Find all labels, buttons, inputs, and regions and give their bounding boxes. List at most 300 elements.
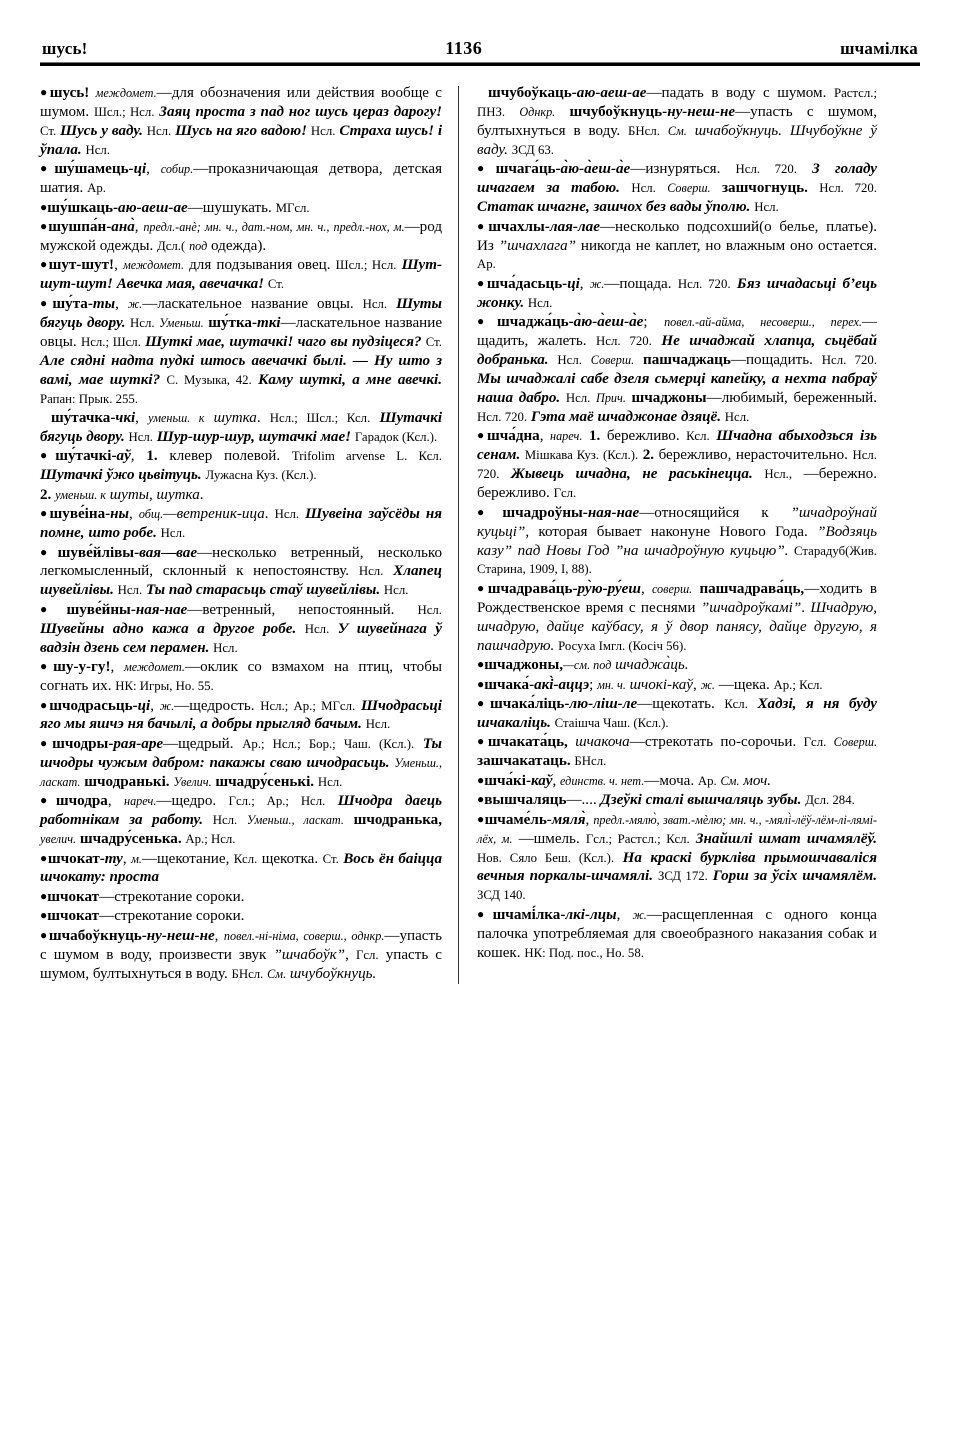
dictionary-entry xyxy=(477,504,877,580)
entry-example: Шчадрую, шчадрую, дайце каўбасу, я ў двор панясу, дайце другую, я пашчадрую. xyxy=(477,599,877,654)
entry-inflection: рая-аре xyxy=(113,735,164,752)
entry-grammar-abbr: соверш. xyxy=(651,581,693,596)
entry-example: Горш за ўсіх шчамялём. xyxy=(712,868,877,885)
entry-example: Ты шчодры чужым дабром: xyxy=(40,735,442,771)
entry-sub-headword: шчодранька, xyxy=(353,812,442,829)
entry-grammar-abbr: ж. xyxy=(632,907,647,922)
entry-example: Статак шчагне, зашчох без вады ўполю. xyxy=(477,199,751,216)
entry-definition: одежда). xyxy=(211,238,267,254)
entry-source-siglum: Ар. xyxy=(697,773,717,788)
entry-example: Вось ён баіцца шчокату: проста xyxy=(40,850,442,886)
entry-headword: шчокат xyxy=(47,888,100,905)
entry-headword: шчадроўны- xyxy=(502,504,588,521)
entry-source-siglum: НК: Игры, Но. 55. xyxy=(115,679,214,694)
entry-headword: шусь! xyxy=(49,85,90,101)
entry-source-siglum: Рапан: Прык. 255. xyxy=(40,391,139,406)
entry-inflection: лкі-лцы xyxy=(565,906,617,923)
entry-headword: шчадрава́ць- xyxy=(487,580,578,597)
entry-source-siglum: Гсл.; Ар.; Нсл. xyxy=(228,794,326,809)
entry-inflection: ная-нае xyxy=(587,504,640,521)
entry-source-siglum: Нсл. xyxy=(85,142,111,157)
entry-grammar-abbr: —см. под xyxy=(563,658,612,673)
dictionary-entry: ●шчаме́ль-мяля̀, предл.-мялю̀, зват.-мѐлю; мн. ч., -мялі̀-лёў-лём-лі-лямі-лёх, м. —шмель. Гсл.; Растсл.; Ксл. Знайшлі шмат шчамялёў. Нов. Сяло Беш. (Ксл.). На краскі буркліва прымошчаваліся вечныя поркалы-шчамялі. ЗСД 172. Горш за ўсіх шчамялём. ЗСД 140. xyxy=(477,811,878,903)
entry-headword: шчака́- xyxy=(484,676,535,693)
entry-definition: бережливо. xyxy=(606,428,680,445)
entry-example: шуты, шутка xyxy=(109,486,200,503)
entry-definition: —оклик со взмахом на птиц, чтобы согнать их. xyxy=(40,659,443,695)
entry-inflection: ці xyxy=(133,161,147,178)
entry-source-siglum: Нсл.; Шсл.; Ксл. xyxy=(269,410,371,425)
entry-example: ”шчахлага” xyxy=(498,237,577,254)
entry-bullet-icon: ● xyxy=(40,544,58,559)
dictionary-entry: ●шчамі́лка-лкі-лцы, ж.—расщепленная с одного конца палочка употребляемая для своеобразного наказания собак и кошек. НК: Под. пос., Но. 58. xyxy=(477,906,878,961)
entry-example: ”шчабоўк” xyxy=(273,946,346,963)
entry-example: моч. xyxy=(743,772,772,789)
entry-inflection: акі̀-аццэ xyxy=(534,676,590,693)
entry-definition: —любимый, береженный. xyxy=(706,390,877,406)
entry-example: Шусь на яго вадою! xyxy=(175,122,308,139)
entry-source-siglum: Нсл. xyxy=(383,583,409,598)
entry-sense-number: 2. xyxy=(642,447,655,464)
entry-inflection: ну-неш-не xyxy=(667,103,736,120)
entry-example: Шутачкі ўжо цьвітуць. xyxy=(40,467,202,484)
dictionary-entry xyxy=(477,160,877,217)
entry-headword: шчабоўкнуць- xyxy=(48,927,147,944)
entry-sub-headword: зашчакатаць. xyxy=(477,753,571,770)
entry-headword: шушпа́н- xyxy=(48,219,112,236)
entry-definition: — щадить, жалеть. xyxy=(477,314,878,350)
entry-example: —ветреник-ица xyxy=(163,506,265,523)
entry-sub-headword: шчаджоны xyxy=(631,390,707,406)
entry-source-siglum: Нсл.; Ар.; МГсл. xyxy=(260,698,356,713)
dictionary-entry xyxy=(40,199,442,218)
entry-source-siglum: Нсл. xyxy=(160,526,186,541)
dictionary-entry: ●шча́дасьць-ці, ж.—пощада. Нсл. 720. Бяз шчадасьці б’ець жонку. Нсл. xyxy=(477,275,878,311)
entry-source-siglum: Нсл. xyxy=(557,353,582,368)
entry-source-siglum: Нсл. xyxy=(274,507,300,522)
entry-inflection: ну-неш-не xyxy=(146,927,215,944)
entry-source-siglum: Нсл.; Шсл. xyxy=(80,334,141,349)
entry-bullet-icon: ● xyxy=(40,601,67,616)
entry-grammar-abbr: междомет. xyxy=(123,660,185,675)
entry-sub-headword: шу́тачка- xyxy=(51,409,116,426)
entry-source-siglum: Растсл.; ПНЗ. xyxy=(477,86,877,119)
entry-example: Ты пад старасьць стаў шувейлівы. xyxy=(145,582,381,599)
entry-inflection: а̀ю-а̀еш-а̀е xyxy=(573,314,644,331)
entry-example: З голаду шчагаем за табою. xyxy=(477,161,877,197)
entry-headword: шчаджа́ць- xyxy=(497,314,574,331)
entry-inflection: аў xyxy=(116,448,131,465)
entry-bullet-icon: ● xyxy=(40,161,55,176)
entry-example: На краскі буркліва прымошчаваліся вечныя поркалы-шчамялі. xyxy=(477,849,877,885)
entry-source-siglum: ЗСД 63. xyxy=(511,142,554,157)
entry-example: Шур-шур-шур, шутачкі мае! xyxy=(156,428,352,445)
dictionary-entry: 2. уменьш. к шуты, шутка. xyxy=(40,486,204,503)
entry-grammar-abbr: ж. xyxy=(127,296,143,311)
entry-bullet-icon: ● xyxy=(40,888,48,903)
entry-sub-headword: шчубоўкаць- xyxy=(488,85,577,101)
entry-grammar-abbr: междомет. xyxy=(95,86,157,100)
entry-definition: —пощадить. xyxy=(730,352,813,369)
dictionary-entry: ●шушпа́н-ана̀, предл.-анѐ; мн. ч., дат.-ном, мн. ч., предл.-нох, м.—род мужской одежды. Дсл.( под одежда). xyxy=(40,219,443,254)
entry-bullet-icon: ● xyxy=(477,696,491,710)
entry-example: Шуты бягуць двору. xyxy=(40,295,442,331)
entry-source-siglum: Нсл. xyxy=(117,583,143,598)
entry-grammar-abbr: мн. ч. xyxy=(597,677,626,692)
entry-sub-headword: шчубоўкнуць- xyxy=(569,103,668,120)
dictionary-entry: ●шча́дна, нареч. 1. бережливо. Ксл. Шчадна абыходзься ізь сенам. Мішкава Куз. (Ксл.). 2. бережливо, нерасточительно. Нсл. 720. Жывець шчадна, не раськінецца. Нсл., —бережно. бережливо. Гсл. xyxy=(477,428,878,502)
entry-example: ”шчадроўнай куцьці” xyxy=(477,504,877,540)
entry-bullet-icon: ● xyxy=(40,697,50,712)
entry-definition: щекотка. xyxy=(261,850,319,867)
entry-example: шчаджа̀ць. xyxy=(615,657,689,674)
entry-grammar-abbr: увелич. xyxy=(40,832,77,847)
entry-source-siglum: Шсл.; Нсл. xyxy=(335,258,397,273)
entry-bullet-icon: ● xyxy=(40,448,56,463)
entry-definition: для подзывания овец. xyxy=(189,257,331,274)
entry-example: пакажы сваю шчодрасьць. xyxy=(209,754,390,771)
dictionary-entry xyxy=(40,601,442,658)
entry-source-siglum: ЗСД 140. xyxy=(477,888,526,903)
entry-bullet-icon: ● xyxy=(477,428,488,443)
entry-grammar-abbr: общ. xyxy=(138,507,164,522)
dictionary-entry xyxy=(477,656,877,675)
dictionary-entry xyxy=(477,791,877,810)
dictionary-entry: ●шчадрава́ць-ру̀ю-ру́еш, соверш. пашчадрава́ць,—ходить в Рождественское время с песнями ”шчадроўкамі”. Шчадрую, шчадрую, дайце каўбасу, я ў двор панясу, дайце другую, я пашчадрую. Росуха Імгл. (Косіч 56). xyxy=(477,580,877,654)
entry-sub-headword: пашчаджаць xyxy=(643,352,731,369)
entry-bullet-icon: ● xyxy=(477,161,496,176)
dictionary-entry xyxy=(40,84,442,160)
entry-source-siglum: Нсл. xyxy=(724,409,750,424)
entry-source-siglum: Нсл. 720. xyxy=(821,353,877,368)
entry-source-siglum: Нсл. xyxy=(417,602,442,617)
dictionary-entry xyxy=(477,695,877,733)
entry-definition: —моча. xyxy=(644,772,695,789)
entry-source-siglum: Дсл. 284. xyxy=(805,793,855,808)
entry-source-siglum: Старадуб(Жив. Старина, 1909, I, 88). xyxy=(477,543,877,577)
entry-grammar-abbr: Уменьш. xyxy=(159,315,204,330)
entry-example: ”Водзяць казу” пад Новы Год ”на шчадроўную куцьцю”. xyxy=(477,523,877,559)
entry-bullet-icon: ● xyxy=(477,504,503,519)
entry-source-siglum: Нсл. xyxy=(304,621,330,636)
dictionary-entry: ●шчака́-акі̀-аццэ; мн. ч. шчокі-каў, ж. —щека. Ар.; Ксл. xyxy=(477,676,823,693)
entry-source-siglum: Гсл. xyxy=(553,486,577,501)
entry-source-siglum: Нсл. xyxy=(146,123,172,138)
entry-definition: —ласкательное название овцы. xyxy=(40,314,443,350)
entry-bullet-icon: ● xyxy=(40,295,53,310)
entry-source-siglum: Ксл. xyxy=(724,697,748,711)
entry-headword: вышчаляць xyxy=(484,792,567,809)
entry-bullet-icon: ● xyxy=(477,275,487,290)
dictionary-entry xyxy=(40,735,442,792)
entry-bullet-icon: ● xyxy=(40,908,48,923)
entry-definition: —щедро. xyxy=(156,793,217,810)
entry-grammar-abbr: междомет. xyxy=(122,258,184,273)
entry-bullet-icon: ● xyxy=(40,85,50,99)
entry-source-siglum: Trifolim arvense L. Ксл. xyxy=(291,449,442,464)
entry-example: Хадзі, я ня буду шчакаліць. xyxy=(477,696,877,731)
entry-bullet-icon: ● xyxy=(40,199,48,214)
entry-source-siglum: Дсл.( xyxy=(157,239,186,253)
entry-example: У шувейнага ў вадзін дзень сем перамен. xyxy=(40,620,442,656)
entry-grammar-abbr: собир. xyxy=(160,162,194,177)
entry-source-siglum: Нсл. 720. xyxy=(596,334,652,349)
entry-bullet-icon: ● xyxy=(40,659,54,674)
entry-definition: —несколько подсохший(о белье, платье). Из xyxy=(477,218,878,254)
entry-inflection: ці xyxy=(137,697,151,714)
entry-source-siglum: Росуха Імгл. (Косіч 56). xyxy=(558,638,687,653)
entry-headword: шча́кі- xyxy=(484,772,531,789)
entry-bullet-icon: ● xyxy=(40,506,50,521)
entry-example: Не шчаджай хлапца, сьцёбай добранька. xyxy=(477,333,877,369)
entry-source-siglum: Нсл. xyxy=(128,429,154,444)
entry-inflection: ана̀ xyxy=(111,219,135,236)
entry-headword: шу́шкаць- xyxy=(47,199,119,216)
entry-headword: шу-у-гу! xyxy=(53,659,111,676)
entry-definition: , xyxy=(345,946,349,963)
entry-grammar-abbr: Уменьш., ласкат. xyxy=(40,755,442,789)
dictionary-entry: ●шу́тачкі-аў, 1. клевер полевой. Trifolim arvense L. Ксл. Шутачкі ўжо цьвітуць. Лужасна Куз. (Ксл.). xyxy=(40,448,442,484)
entry-bullet-icon: ● xyxy=(477,734,488,749)
entry-definition: —.... xyxy=(566,792,597,809)
entry-source-siglum: Нсл. 720. xyxy=(477,448,877,482)
entry-example: Але сядні надта пудкі штось авечачкі былі. — Ну што з вамі, мае шуткі? xyxy=(40,352,442,388)
entry-source-siglum: Мішкава Куз. (Ксл.). xyxy=(524,448,639,463)
entry-definition: —род мужской одежды. xyxy=(40,219,443,254)
dictionary-entry: ●шуве́іна-ны, общ.—ветреник-ица. Нсл. Шувеіна заўсёды ня помне, што робе. Нсл. xyxy=(40,506,443,542)
entry-grammar-abbr: Соверш. xyxy=(833,735,877,750)
entry-definition: —стрекотать по-сорочьи. xyxy=(629,734,797,751)
entry-bullet-icon: ● xyxy=(477,218,489,233)
entry-grammar-abbr: уменьш. к xyxy=(55,487,106,502)
entry-definition: —щедрый. xyxy=(163,735,234,752)
entry-headword: шуве́іна- xyxy=(49,506,111,523)
entry-bullet-icon: ● xyxy=(40,793,56,808)
entry-definition: —стрекотание сороки. xyxy=(99,908,245,925)
entry-source-siglum: Ар.; Нсл.; Бор.; Чаш. (Ксл.). xyxy=(242,736,415,751)
entry-source-siglum: Ст. xyxy=(267,277,285,292)
entry-source-siglum: Нсл. xyxy=(365,717,391,732)
entry-bullet-icon: ● xyxy=(477,314,498,329)
entry-sub-headword: шчадру́сенька. xyxy=(79,831,182,848)
entry-grammar-abbr: См. xyxy=(267,966,287,981)
entry-example: шутка xyxy=(213,409,257,426)
dictionary-entry: ●шчокат-ту, м.—щекотание, Ксл. щекотка. Ст. Вось ён баіцца шчокату: проста xyxy=(40,850,442,886)
entry-inflection: ці xyxy=(567,275,580,292)
entry-example: Мы шчаджалі сабе дзеля сьмерці капейку, а нехта пабраў наша дабро. xyxy=(477,371,877,406)
entry-grammar-abbr: ж. xyxy=(589,276,605,291)
dictionary-entry: ●шчодра, нареч.—щедро. Гсл.; Ар.; Нсл. Шчодра даець работнікам за работу. Нсл. Уменьш., ласкат. шчодранька, увелич. шчадру́сенька. Ар.; Нсл. xyxy=(40,793,443,848)
entry-definition: —для обозначения или действия вообще с шумом. xyxy=(40,85,442,120)
entry-bullet-icon: ● xyxy=(40,850,48,865)
entry-inflection: а̀ю-а̀еш-а̀е xyxy=(560,161,631,178)
entry-source-siglum: Нсл. xyxy=(565,391,591,405)
entry-example: шчабоўкнуць. xyxy=(694,122,782,139)
entry-bullet-icon: ● xyxy=(477,580,488,595)
entry-example: Жывець шчадна, не раськінецца. xyxy=(511,466,753,483)
entry-grammar-abbr: Увелич. xyxy=(173,774,212,789)
entry-source-siglum: Ксл. xyxy=(233,851,258,866)
entry-source-siglum: Ар. xyxy=(87,181,106,196)
entry-headword: шчодра xyxy=(55,793,108,810)
entry-definition: —щекотать. xyxy=(637,696,715,712)
entry-source-siglum: Нсл. 720. xyxy=(735,162,797,177)
entry-example: Заяц проста з пад ног шусь цераз дарогу! xyxy=(159,103,443,120)
entry-headword: шу́тачкі- xyxy=(55,448,117,465)
entry-headword: шчаме́ль- xyxy=(484,811,552,828)
entry-definition: —падать в воду с шумом. xyxy=(646,85,827,101)
column-right xyxy=(459,84,877,984)
entry-grammar-abbr: под xyxy=(189,239,208,253)
entry-source-siglum: Нсл. 720. xyxy=(477,409,528,424)
entry-definition: —ветренный, непостоянный. xyxy=(187,601,395,618)
entry-source-siglum: Ар.; Нсл. xyxy=(185,832,236,847)
entry-grammar-abbr: Соверш. xyxy=(667,181,711,196)
entry-grammar-abbr: единств. ч. нет. xyxy=(560,773,645,788)
entry-source-siglum: Нсл. xyxy=(362,296,388,311)
entry-inflection: ткі xyxy=(257,314,281,331)
entry-definition: —шмель. xyxy=(518,830,580,847)
entry-grammar-abbr: См. xyxy=(720,773,740,788)
entry-definition: —ласкательное название овцы. xyxy=(142,295,354,312)
dictionary-entry: ●шут-шут!, междомет. для подзывания овец. Шсл.; Нсл. Шут-шут-шут! Авечка мая, авечачка! Ст. xyxy=(40,257,443,293)
column-divider-rule xyxy=(458,86,459,984)
dictionary-entry: ●шу́шамець-ці, собир.—проказничающая детвора, детская шатия. Ар. xyxy=(40,161,443,197)
entry-example: Шутачкі бягуць двору. xyxy=(40,409,443,445)
entry-inflection: ны xyxy=(110,506,130,523)
entry-headword: шу́та- xyxy=(52,295,93,312)
dictionary-entry: ●шча́кі-каў, единств. ч. нет.—моча. Ар. См. моч. xyxy=(477,772,772,789)
entry-grammar-abbr: предл.-мялю̀, зват.-мѐлю; мн. ч., -мялі̀-лёў-лём-лі-лямі-лёх, м. xyxy=(477,812,878,846)
entry-definition: —щека. xyxy=(718,676,770,693)
entry-source-siglum: Стаішча Чаш. (Ксл.). xyxy=(554,715,669,730)
entry-headword: шут-шут! xyxy=(48,257,115,274)
entry-inflection: ту xyxy=(104,850,123,867)
entry-source-siglum: МГсл. xyxy=(275,200,310,215)
entry-example: Гэта маё шчаджонае дзяцё. xyxy=(530,408,721,425)
entry-example: шчокі-каў xyxy=(629,676,694,693)
entry-grammar-abbr: нареч. xyxy=(550,429,583,444)
entry-inflection: аю-аеш-ае xyxy=(576,85,647,101)
entry-bullet-icon: ● xyxy=(40,257,49,272)
entry-source-siglum: Нсл. xyxy=(212,813,238,828)
entry-headword: шча́дасьць- xyxy=(486,275,568,292)
entry-definition: —щекотание, xyxy=(141,850,230,867)
entry-definition: —расщепленная с одного конца палочка употребляемая для своеобразного наказания собак и кошек. xyxy=(477,906,878,961)
entry-source-siglum: Ар.; Ксл. xyxy=(773,677,823,692)
entry-grammar-abbr: Однкр. xyxy=(519,104,556,119)
entry-example: Дзеўкі сталі вышчаляць зубы. xyxy=(600,792,802,809)
entry-definition: —щедрость. xyxy=(174,697,255,714)
entry-example: Страха шусь! і ўпала. xyxy=(40,122,443,158)
entry-example: шчубоўкнуць. xyxy=(289,965,377,982)
entry-definition: . xyxy=(801,599,806,616)
entry-source-siglum: Ар. xyxy=(477,257,496,272)
column-left xyxy=(40,84,458,984)
entry-source-siglum: БНсл. xyxy=(628,123,660,138)
entry-example: Хлапец шувейлівы. xyxy=(40,563,442,599)
entry-source-siglum: Нсл. xyxy=(358,564,384,579)
entry-example: ”шчадроўкамі” xyxy=(700,599,802,616)
entry-example: Шусь у ваду. xyxy=(60,122,143,139)
entry-source-siglum: Нсл. xyxy=(213,640,238,655)
text-columns xyxy=(40,84,920,984)
entry-inflection: лю-ліш-ле xyxy=(569,696,638,712)
entry-source-siglum: ЗСД 172. xyxy=(657,869,708,884)
entry-example: Бяз шчадасьці б’ець жонку. xyxy=(477,275,878,311)
entry-headword: шчодрасьць- xyxy=(49,697,138,714)
entry-example: Шувеіна заўсёды ня помне, што робе. xyxy=(40,506,443,542)
entry-inflection: вая—вае xyxy=(139,544,198,561)
entry-example: Шчодрасьці яго мы яшчэ ня бачылі, а добры прыгляд бачым. xyxy=(40,697,443,733)
entry-headword: шчодры- xyxy=(52,735,114,752)
entry-source-siglum: Шсл.; Нсл. xyxy=(93,104,155,119)
entry-grammar-abbr: м. xyxy=(131,851,142,866)
entry-inflection: аю-аеш-ае xyxy=(118,199,188,216)
entry-source-siglum: БНсл. xyxy=(231,966,264,981)
entry-grammar-abbr: ж. xyxy=(700,677,715,692)
entry-bullet-icon: ● xyxy=(40,735,53,750)
entry-source-siglum: Нсл. 720. xyxy=(819,181,877,196)
entry-grammar-abbr: Соверш. xyxy=(590,353,635,368)
entry-definition: —бережно. бережливо. xyxy=(477,466,878,502)
entry-bullet-icon: ● xyxy=(477,906,493,921)
entry-definition: —изнуряться. xyxy=(630,161,721,178)
entry-source-siglum: Лужасна Куз. (Ксл.). xyxy=(205,468,317,483)
entry-definition: —стрекотание сороки. xyxy=(99,888,245,905)
entry-headword: шчахлы- xyxy=(488,218,550,235)
entry-inflection: ру̀ю-ру́еш xyxy=(577,580,641,597)
entry-sub-headword: шчодранькі. xyxy=(84,773,170,790)
entry-source-siglum: БНсл. xyxy=(574,754,607,769)
entry-inflection: лая-лае xyxy=(549,218,600,235)
entry-headword: шчамі́лка- xyxy=(492,906,566,923)
entry-source-siglum: Нсл. 720. xyxy=(677,276,731,291)
entry-example: Шут-шут-шут! Авечка мая, авечачка! xyxy=(40,257,443,293)
dictionary-entry: ●шчабоўкнуць-ну-неш-не, повел.-ні-німа, соверш., однкр.—упасть с шумом в воду, произвести звук ”шчабоўк”, Гсл. упасть с шумом, бултыхнуться в воду. БНсл. См. шчубоўкнуць. xyxy=(40,927,443,982)
entry-source-siglum: Нсл. xyxy=(754,200,779,215)
entry-sub-headword: зашчогнуць. xyxy=(721,180,808,197)
entry-definition: упасть с шумом, бултыхнуться в воду. xyxy=(40,946,443,982)
entry-bullet-icon: ● xyxy=(477,792,485,807)
entry-example: шчакоча xyxy=(575,734,630,751)
entry-source-siglum: Гсл.; Растсл.; Ксл. xyxy=(585,831,690,846)
entry-headword: шчаката́ць, xyxy=(487,734,568,751)
entry-headword: шчаджоны, xyxy=(484,657,564,674)
entry-headword: шчака́ліць- xyxy=(490,696,570,712)
dictionary-entry: ●шу́та-ты, ж.—ласкательное название овцы. Нсл. Шуты бягуць двору. Нсл. Уменьш. шу́тка-ткі—ласкательное название овцы. Нсл.; Шсл. Шуткі мае, шутачкі! чаго вы пудзіцеся? Ст. Але сядні надта пудкі штось авечачкі былі. — Ну што з вамі, мае шуткі? С. Музыка, 42. Каму шуткі, а мне авечкі. Рапан: Прык. 255. xyxy=(40,295,443,406)
entry-sense-number: 1. xyxy=(588,428,601,445)
entry-definition: бережливо, нерасточительно. xyxy=(658,447,848,464)
entry-source-siglum: Нов. Сяло Беш. (Ксл.). xyxy=(477,850,615,865)
entry-sense-number: 2. xyxy=(40,486,52,503)
entry-definition: никогда не каплет, но влажным оно остается. xyxy=(576,237,877,254)
running-head-left: шусь! xyxy=(42,39,88,58)
entry-inflection: чкі xyxy=(115,409,136,426)
dictionary-entry xyxy=(477,218,877,275)
entry-bullet-icon: ● xyxy=(477,811,485,826)
entry-definition: —проказничающая детвора, детская шатия. xyxy=(40,161,443,197)
entry-bullet-icon: ● xyxy=(477,772,485,787)
entry-sub-headword: шчадру́сенькі. xyxy=(215,773,315,790)
dictionary-entry xyxy=(477,733,877,771)
header-divider-rule xyxy=(40,63,920,66)
entry-inflection: каў xyxy=(530,772,553,789)
entry-bullet-icon: ● xyxy=(477,676,485,691)
entry-definition: —относящийся к xyxy=(639,504,791,521)
entry-grammar-abbr: См. xyxy=(667,123,687,138)
entry-grammar-abbr: предл.-анѐ; мн. ч., дат.-ном, мн. ч., предл.-нох, м. xyxy=(143,220,405,235)
